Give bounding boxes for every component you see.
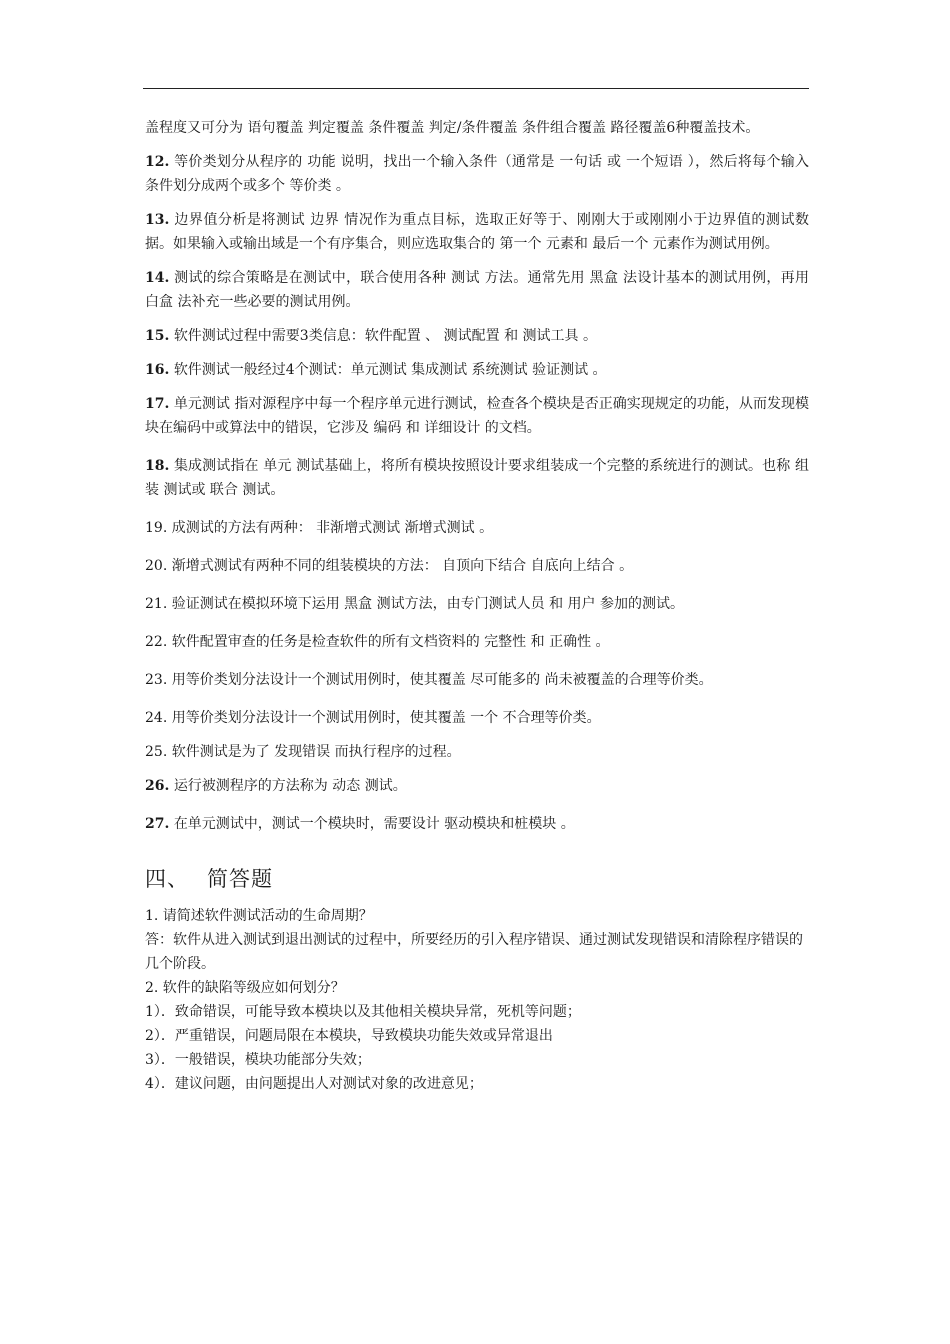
list-item bbox=[145, 208, 809, 256]
list-item bbox=[145, 668, 809, 692]
item-number: 12. bbox=[145, 154, 170, 170]
item-text: 单元测试 指对源程序中每一个程序单元进行测试，检查各个模块是否正确实现规定的功能，从而发现模块在编码中或算法中的错误，它涉及 编码 和 详细设计 的文档。 bbox=[145, 396, 809, 436]
item-number: 15. bbox=[145, 328, 170, 344]
item-number: 19. bbox=[145, 520, 168, 536]
item-text: 成测试的方法有两种： 非渐增式测试 渐增式测试 。 bbox=[171, 520, 494, 536]
list-item bbox=[145, 392, 809, 440]
item-text: 在单元测试中，测试一个模块时，需要设计 驱动模块和桩模块 。 bbox=[173, 816, 575, 832]
item-number: 24. bbox=[145, 710, 168, 726]
question: 1. 请简述软件测试活动的生命周期？ bbox=[145, 908, 373, 924]
item-number: 23. bbox=[145, 672, 168, 688]
item-text: 用等价类划分法设计一个测试用例时，使其覆盖 尽可能多的 尚未被覆盖的合理等价类。 bbox=[171, 672, 713, 688]
item-number: 20. bbox=[145, 558, 168, 574]
item-text: 渐增式测试有两种不同的组装模块的方法： 自顶向下结合 自底向上结合 。 bbox=[171, 558, 634, 574]
item-number: 18. bbox=[145, 458, 170, 474]
question: 2. 软件的缺陷等级应如何划分？ bbox=[145, 980, 345, 996]
item-text: 用等价类划分法设计一个测试用例时，使其覆盖 一个 不合理等价类。 bbox=[171, 710, 601, 726]
list-item bbox=[145, 630, 809, 654]
list-item bbox=[145, 454, 809, 502]
item-number: 21. bbox=[145, 596, 168, 612]
item-number: 14. bbox=[145, 270, 170, 286]
section-heading bbox=[145, 864, 809, 894]
item-number: 27. bbox=[145, 816, 170, 832]
item-text: 软件测试过程中需要3类信息：软件配置 、 测试配置 和 测试工具 。 bbox=[173, 328, 597, 344]
item-number: 22. bbox=[145, 634, 168, 650]
list-item bbox=[145, 150, 809, 198]
section-number: 四、 bbox=[145, 867, 189, 891]
item-number: 25. bbox=[145, 744, 168, 760]
defect-level-item: 1）．致命错误，可能导致本模块以及其他相关模块异常，死机等问题； bbox=[145, 1004, 581, 1020]
item-number: 26. bbox=[145, 778, 170, 794]
item-text: 边界值分析是将测试 边界 情况作为重点目标，选取正好等于、刚刚大于或刚刚小于边界值的测试数据。如果输入或输出域是一个有序集合，则应选取集合的 第一个 元素和 最后一个 元素作为测试用例。 bbox=[145, 212, 809, 252]
item-number: 17. bbox=[145, 396, 170, 412]
section-title: 简答题 bbox=[207, 867, 273, 891]
list-item bbox=[145, 740, 809, 764]
item-number: 13. bbox=[145, 212, 170, 228]
item-text: 集成测试指在 单元 测试基础上，将所有模块按照设计要求组装成一个完整的系统进行的测试。也称 组装 测试或 联合 测试。 bbox=[145, 458, 809, 498]
item-text: 等价类划分从程序的 功能 说明，找出一个输入条件（通常是 一句话 或 一个短语 ），然后将每个输入条件划分成两个或多个 等价类 。 bbox=[145, 154, 810, 194]
item-text: 软件配置审查的任务是检查软件的所有文档资料的 完整性 和 正确性 。 bbox=[171, 634, 610, 650]
item-text: 软件测试一般经过4个测试：单元测试 集成测试 系统测试 验证测试 。 bbox=[173, 362, 607, 378]
item-text: 验证测试在模拟环境下运用 黑盒 测试方法，由专门测试人员 和 用户 参加的测试。 bbox=[171, 596, 684, 612]
item-text: 盖程度又可分为 语句覆盖 判定覆盖 条件覆盖 判定/条件覆盖 条件组合覆盖 路径覆盖6种覆盖技术。 bbox=[145, 120, 760, 136]
defect-level-item: 4）．建议问题，由问题提出人对测试对象的改进意见； bbox=[145, 1076, 483, 1092]
list-item bbox=[145, 812, 809, 836]
defect-level-item: 3）．一般错误，模块功能部分失效； bbox=[145, 1052, 371, 1068]
header-rule bbox=[143, 88, 809, 89]
item-text: 测试的综合策略是在测试中，联合使用各种 测试 方法。通常先用 黑盒 法设计基本的测试用例，再用 白盒 法补充一些必要的测试用例。 bbox=[145, 270, 809, 310]
list-item bbox=[145, 592, 809, 616]
list-item bbox=[145, 774, 809, 798]
list-item bbox=[145, 324, 809, 348]
list-item bbox=[145, 706, 809, 730]
answer: 答：软件从进入测试到退出测试的过程中，所要经历的引入程序错误、通过测试发现错误和清除程序错误的几个阶段。 bbox=[145, 932, 803, 972]
item-number: 16. bbox=[145, 362, 170, 378]
list-item bbox=[145, 516, 809, 540]
document-body bbox=[145, 116, 809, 1096]
item-text: 运行被测程序的方法称为 动态 测试。 bbox=[173, 778, 407, 794]
item-text: 软件测试是为了 发现错误 而执行程序的过程。 bbox=[171, 744, 461, 760]
list-item bbox=[145, 358, 809, 382]
list-item bbox=[145, 266, 809, 314]
defect-level-item: 2）．严重错误，问题局限在本模块，导致模块功能失效或异常退出 bbox=[145, 1028, 553, 1044]
list-item bbox=[145, 554, 809, 578]
list-item bbox=[145, 116, 809, 140]
